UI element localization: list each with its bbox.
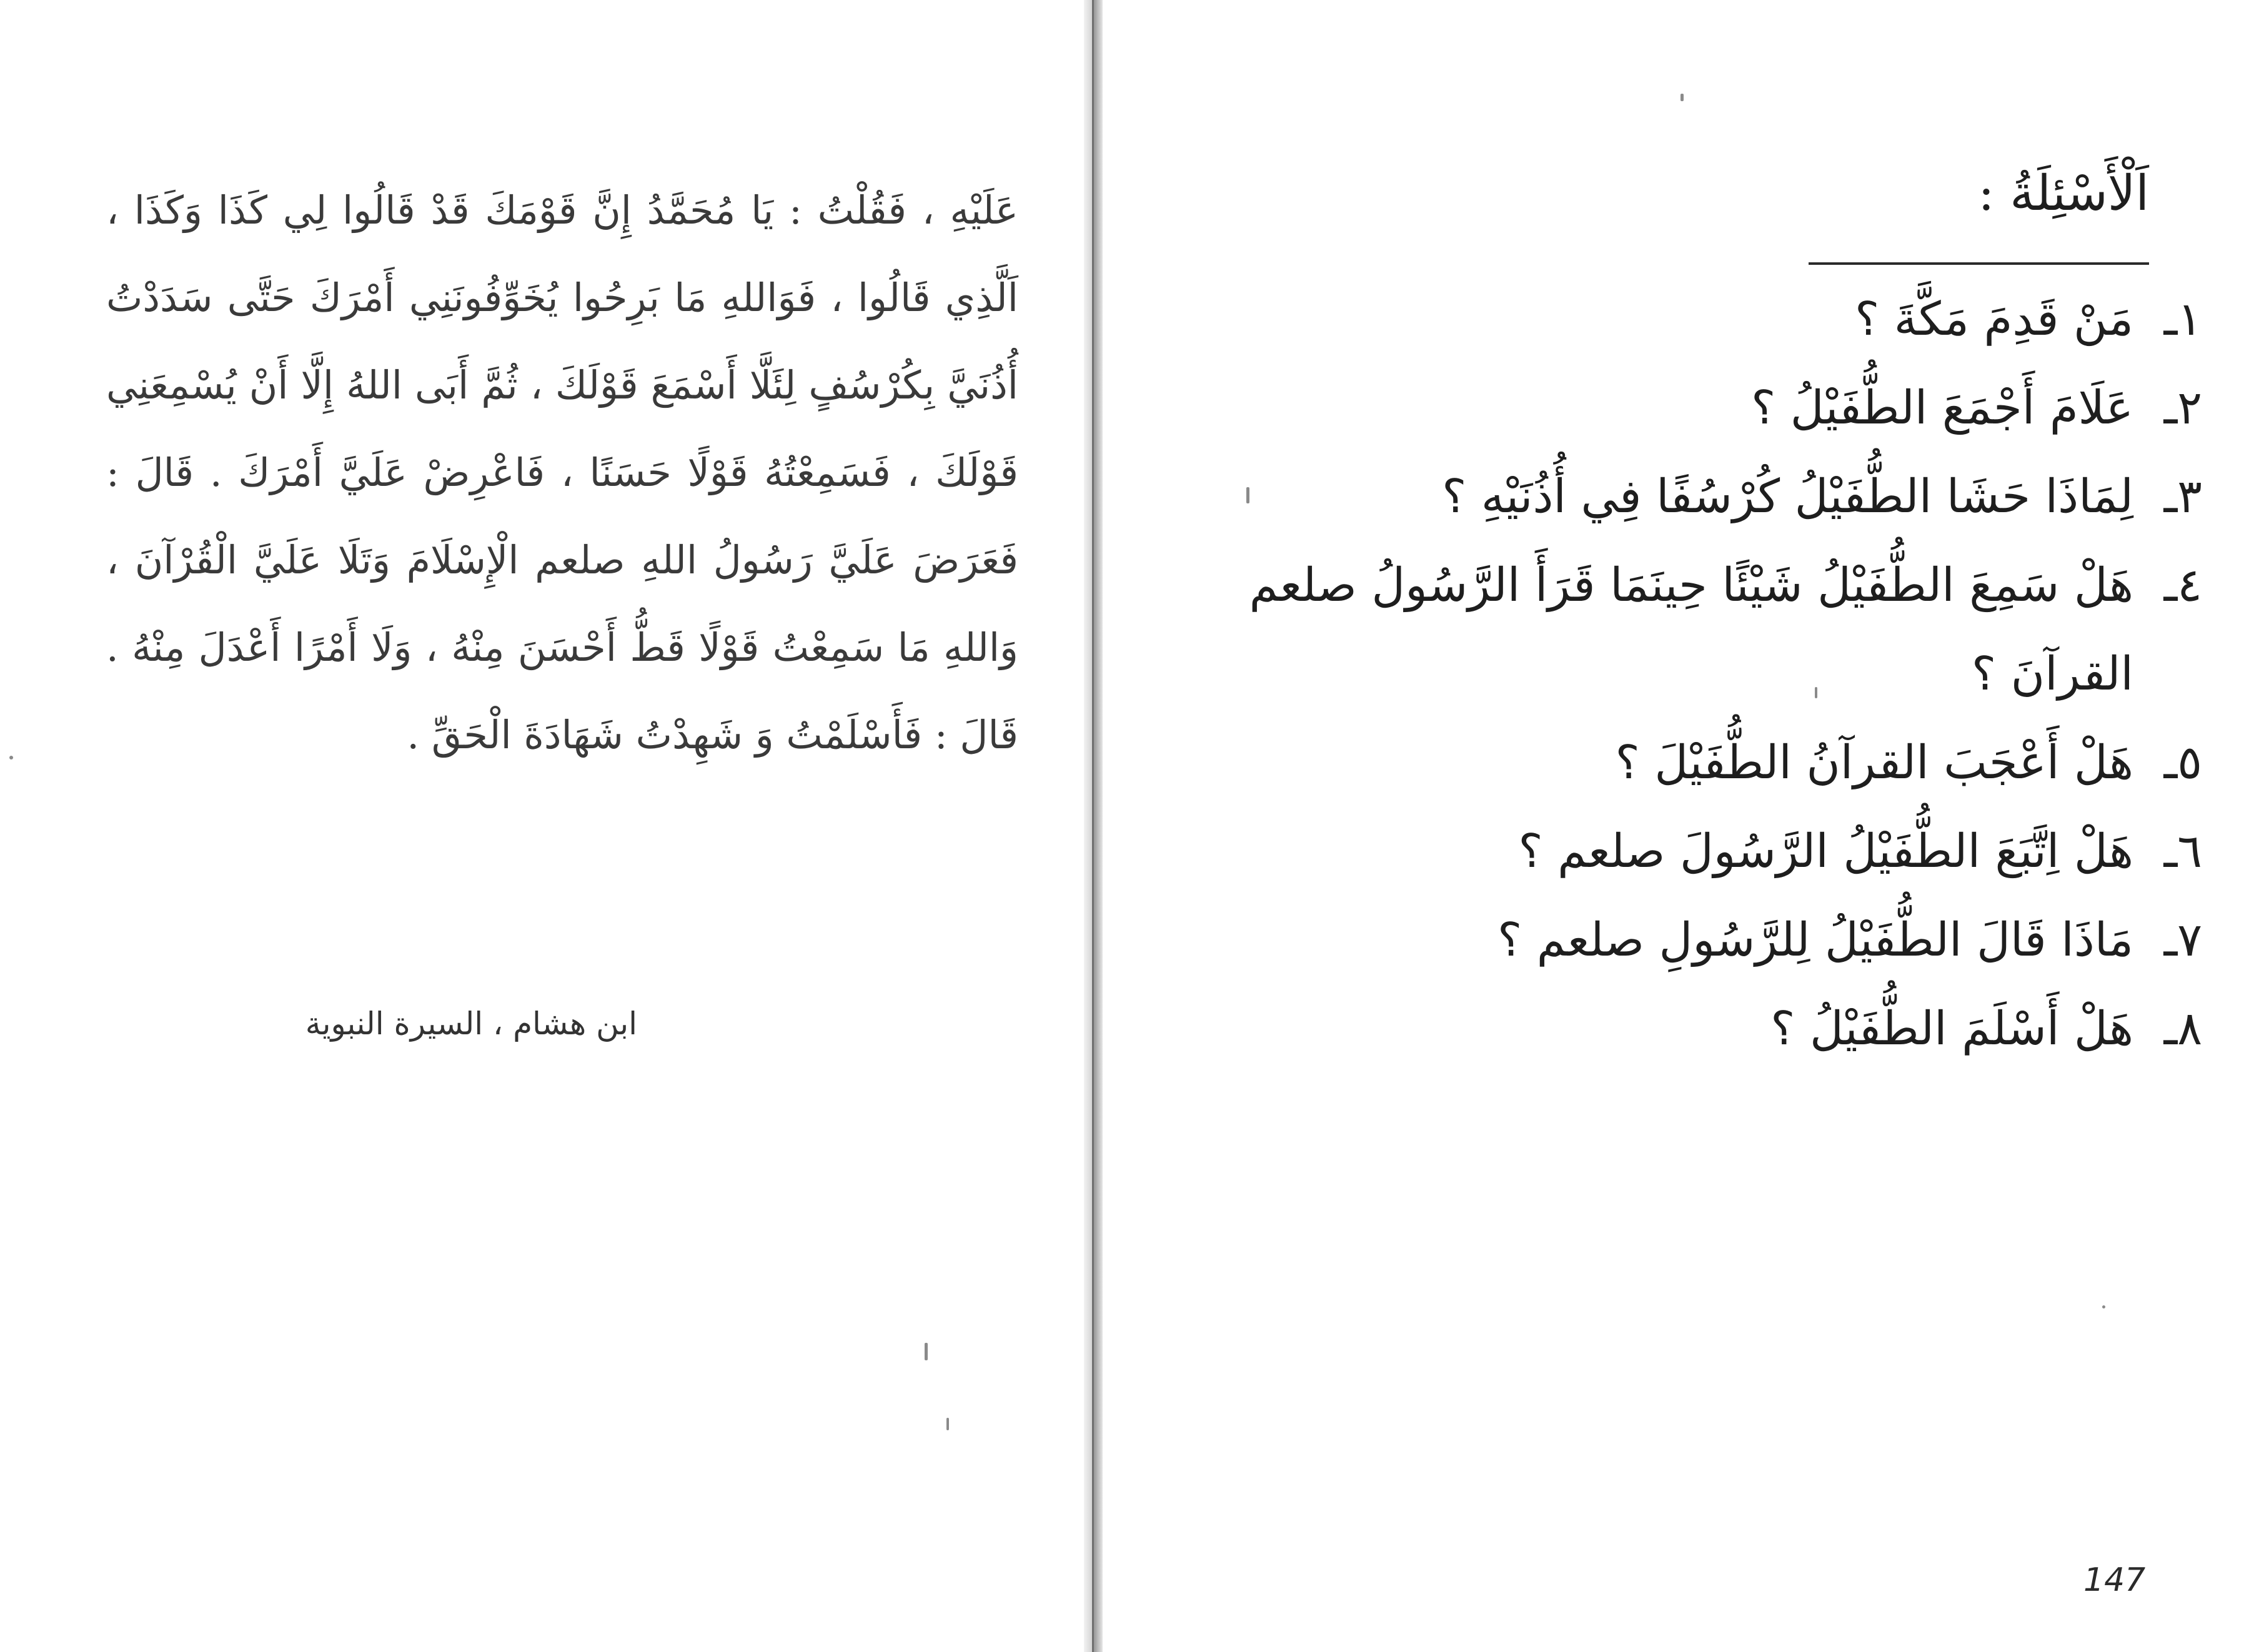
- scan-speck: [1815, 687, 1817, 698]
- question-number: ٦ـ: [2163, 824, 2202, 878]
- page-number: 147: [2083, 1561, 2146, 1599]
- question-number: ٥ـ: [2163, 736, 2202, 789]
- question-number: ٤ـ: [2163, 558, 2202, 612]
- question-text: عَلَامَ أَجْمَعَ الطُّفَيْلُ ؟: [1750, 381, 2133, 435]
- right-page: [1103, 0, 2249, 1652]
- question-text: هَلْ سَمِعَ الطُّفَيْلُ شَيْئًا حِينَمَا قَرَأَ الرَّسُولُ صلعم القرآنَ ؟: [1249, 558, 2133, 701]
- question-item: [1228, 275, 2202, 364]
- question-item: [1228, 452, 2202, 541]
- question-number: ١ـ: [2163, 292, 2202, 346]
- scan-speck: [1246, 487, 1249, 503]
- scan-speck: [925, 1343, 928, 1360]
- question-item: [1228, 718, 2202, 807]
- question-number: ٣ـ: [2163, 470, 2202, 523]
- questions-heading: اَلْأَسْئِلَةُ :: [1978, 166, 2149, 222]
- scan-speck: [946, 1418, 949, 1430]
- question-item: [1228, 984, 2202, 1073]
- questions-list: [1228, 275, 2202, 1073]
- source-citation: ابن هشام ، السيرة النبوية: [305, 1006, 637, 1042]
- question-item: [1228, 807, 2202, 896]
- question-item: [1228, 896, 2202, 984]
- question-number: ٨ـ: [2163, 1002, 2202, 1056]
- question-text: لِمَاذَا حَشَا الطُّفَيْلُ كُرْسُفًا فِي أُذُنَيْهِ ؟: [1442, 470, 2133, 523]
- heading-underline: [1809, 262, 2149, 265]
- scan-speck: [2102, 1305, 2105, 1308]
- scan-speck: [1681, 94, 1684, 101]
- question-number: ٢ـ: [2163, 381, 2202, 435]
- left-page: [0, 0, 1084, 1652]
- question-text: هَلْ أَعْجَبَ القرآنُ الطُّفَيْلَ ؟: [1615, 736, 2133, 789]
- gutter-fold-line: [1092, 0, 1094, 1652]
- scan-speck: [9, 756, 13, 759]
- question-item: [1228, 364, 2202, 452]
- question-text: مَنْ قَدِمَ مَكَّةَ ؟: [1854, 292, 2133, 346]
- question-item: [1228, 541, 2202, 718]
- narrative-passage: عَلَيْهِ ، فَقُلْتُ : يَا مُحَمَّدُ إِنَّ قَوْمَكَ قَدْ قَالُوا لِي كَذَا وَكَذَا ، اَلَّذِي قَالُوا ، فَوَاللهِ مَا بَرِحُوا يُخَوِّفُونَنِي أَمْرَكَ حَتَّى سَدَدْتُ أُذُنَيَّ بِكُرْسُفٍ لِئَلَّا أَسْمَعَ قَوْلَكَ ، ثُمَّ أَبَى اللهُ إِلَّا أَنْ يُسْمِعَنِي قَوْلَكَ ، فَسَمِعْتُهُ قَوْلًا حَسَنًا ، فَاعْرِضْ عَلَيَّ أَمْرَكَ . قَالَ : فَعَرَضَ عَلَيَّ رَسُولُ اللهِ صلعم الْإِسْلَامَ وَتَلَا عَلَيَّ الْقُرْآنَ ، وَاللهِ مَا سَمِعْتُ قَوْلًا قَطُّ أَحْسَنَ مِنْهُ ، وَلَا أَمْرًا أَعْدَلَ مِنْهُ . قَالَ : فَأَسْلَمْتُ وَ شَهِدْتُ شَهَادَةَ الْحَقِّ .: [106, 187, 1018, 758]
- question-text: مَاذَا قَالَ الطُّفَيْلُ لِلرَّسُولِ صلعم ؟: [1497, 913, 2133, 967]
- question-number: ٧ـ: [2163, 913, 2202, 967]
- question-text: هَلْ أَسْلَمَ الطُّفَيْلُ ؟: [1770, 1002, 2133, 1056]
- question-text: هَلْ اِتَّبَعَ الطُّفَيْلُ الرَّسُولَ صلعم ؟: [1518, 824, 2133, 878]
